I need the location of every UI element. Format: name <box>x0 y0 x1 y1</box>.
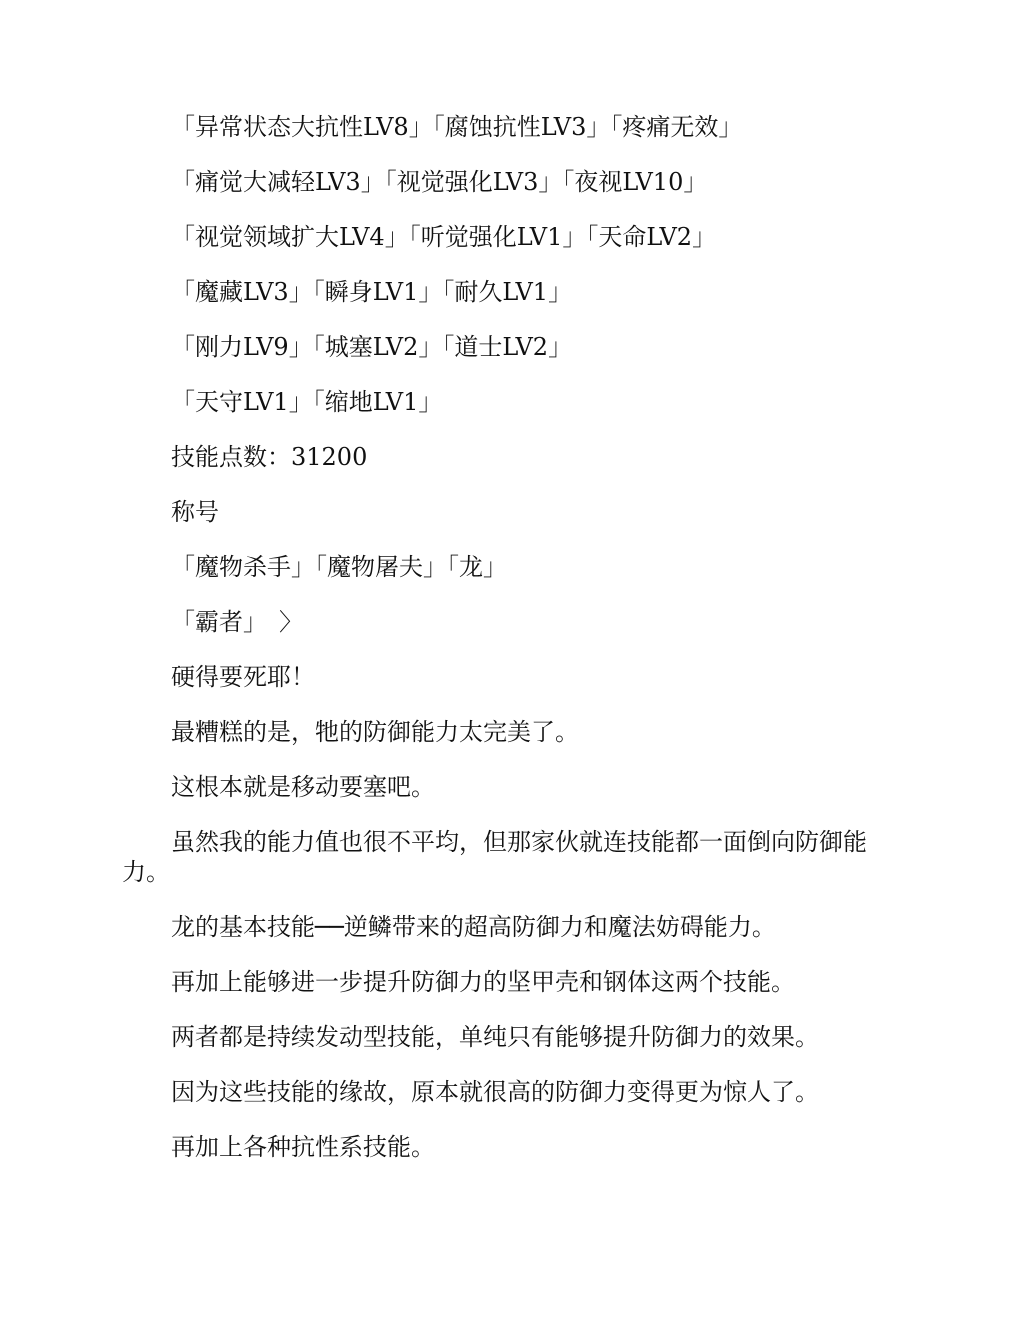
paragraph: 再加上能够进一步提升防御力的坚甲壳和钢体这两个技能。 <box>171 968 795 996</box>
paragraph: 「视觉领域扩大LV4」「听觉强化LV1」「天命LV2」 <box>171 223 717 251</box>
titles-heading: 称号 <box>171 498 219 526</box>
paragraph: 「刚力LV9」「城塞LV2」「道士LV2」 <box>171 333 573 361</box>
paragraph: 这根本就是移动要塞吧。 <box>171 773 435 801</box>
skill-points-line: 技能点数：31200 <box>171 443 368 471</box>
paragraph: 再加上各种抗性系技能。 <box>171 1133 435 1161</box>
paragraph: 「天守LV1」「缩地LV1」 <box>171 388 443 416</box>
paragraph: 「痛觉大减轻LV3」「视觉强化LV3」「夜视LV10」 <box>171 168 708 196</box>
paragraph: 硬得要死耶！ <box>171 663 315 691</box>
paragraph: 「霸者」 〉 <box>171 608 303 636</box>
paragraph: 最糟糕的是，牠的防御能力太完美了。 <box>171 718 579 746</box>
paragraph: 虽然我的能力值也很不平均，但那家伙就连技能都一面倒向防御能力。 <box>122 828 867 886</box>
body-text <box>122 112 902 1187</box>
paragraph: 龙的基本技能──逆鳞带来的超高防御力和魔法妨碍能力。 <box>171 913 776 941</box>
paragraph: 「魔藏LV3」「瞬身LV1」「耐久LV1」 <box>171 278 573 306</box>
paragraph: 「异常状态大抗性LV8」「腐蚀抗性LV3」「疼痛无效」 <box>171 113 743 141</box>
paragraph: 因为这些技能的缘故，原本就很高的防御力变得更为惊人了。 <box>171 1078 819 1106</box>
paragraph: 「魔物杀手」「魔物屠夫」「龙」 <box>171 553 507 581</box>
paragraph: 两者都是持续发动型技能，单纯只有能够提升防御力的效果。 <box>171 1023 819 1051</box>
